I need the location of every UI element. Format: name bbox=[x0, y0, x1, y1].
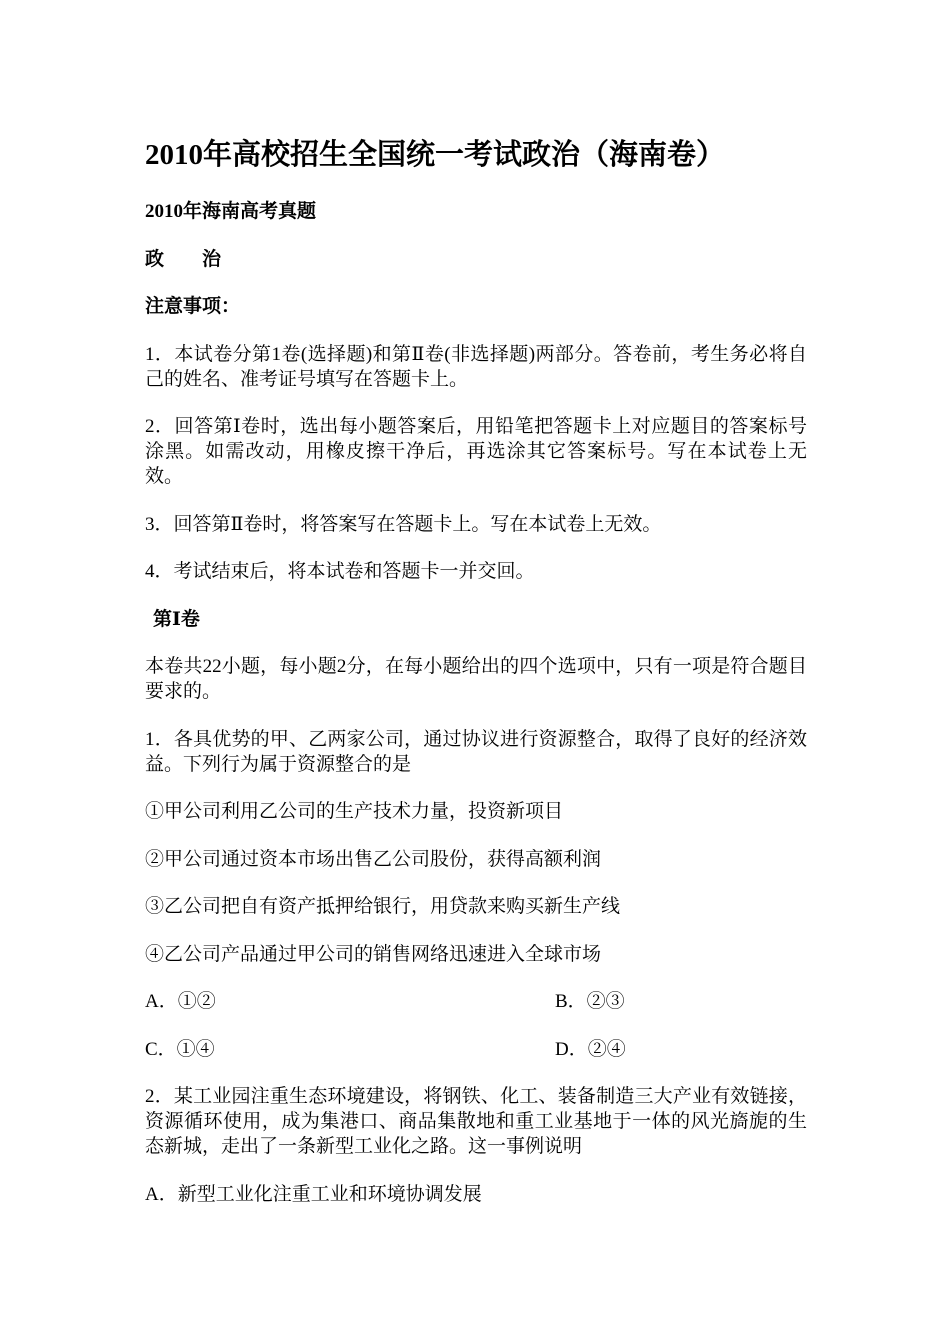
question-1-item: ④乙公司产品通过甲公司的销售网络迅速进入全球市场 bbox=[145, 943, 602, 965]
option-c: C．①④ bbox=[145, 1038, 215, 1060]
question-1-options-row bbox=[145, 1037, 807, 1062]
question-1-options-row bbox=[145, 989, 807, 1014]
notice-item: 1．本试卷分第1卷(选择题)和第Ⅱ卷(非选择题)两部分。答卷前，考生务必将自己的姓名、准考证号填写在答题卡上。 bbox=[145, 343, 807, 390]
question-2-stem: 2．某工业园注重生态环境建设，将钢铁、化工、装备制造三大产业有效链接，资源循环使用，成为集港口、商品集散地和重工业基地于一体的风光旖旎的生态新城，走出了一条新型工业化之路。这一事例说明 bbox=[145, 1086, 807, 1157]
section-heading: 第Ⅰ卷 bbox=[153, 608, 200, 630]
notice-item: 4．考试结束后，将本试卷和答题卡一并交回。 bbox=[145, 561, 535, 582]
option-a: A．①② bbox=[145, 991, 216, 1012]
document-body bbox=[145, 199, 807, 1229]
question-1-item: ①甲公司利用乙公司的生产技术力量，投资新项目 bbox=[145, 801, 564, 822]
question-1-item: ②甲公司通过资本市场出售乙公司股份，获得高额利润 bbox=[145, 848, 602, 870]
question-1-stem: 1．各具优势的甲、乙两家公司，通过协议进行资源整合，取得了良好的经济效益。下列行为属于资源整合的是 bbox=[145, 728, 807, 775]
document-title: 2010年高校招生全国统一考试政治（海南卷） bbox=[145, 139, 726, 171]
question-1-item: ③乙公司把自有资产抵押给银行，用贷款来购买新生产线 bbox=[145, 896, 621, 917]
option-b: B．②③ bbox=[555, 991, 625, 1012]
option-d: D．②④ bbox=[555, 1038, 626, 1060]
section-intro: 本卷共22小题，每小题2分，在每小题给出的四个选项中，只有一项是符合题目要求的。 bbox=[145, 656, 807, 702]
notice-item: 2．回答第Ⅰ卷时，选出每小题答案后，用铅笔把答题卡上对应题目的答案标号涂黑。如需改动，用橡皮擦干净后，再选涂其它答案标号。写在本试卷上无效。 bbox=[145, 416, 807, 487]
option-a: A．新型工业化注重工业和环境协调发展 bbox=[145, 1183, 482, 1205]
subject-heading: 政 治 bbox=[145, 248, 222, 270]
notice-heading: 注意事项： bbox=[145, 296, 241, 317]
subtitle: 2010年海南高考真题 bbox=[145, 201, 317, 222]
notice-item: 3．回答第Ⅱ卷时，将答案写在答题卡上。写在本试卷上无效。 bbox=[145, 513, 662, 535]
